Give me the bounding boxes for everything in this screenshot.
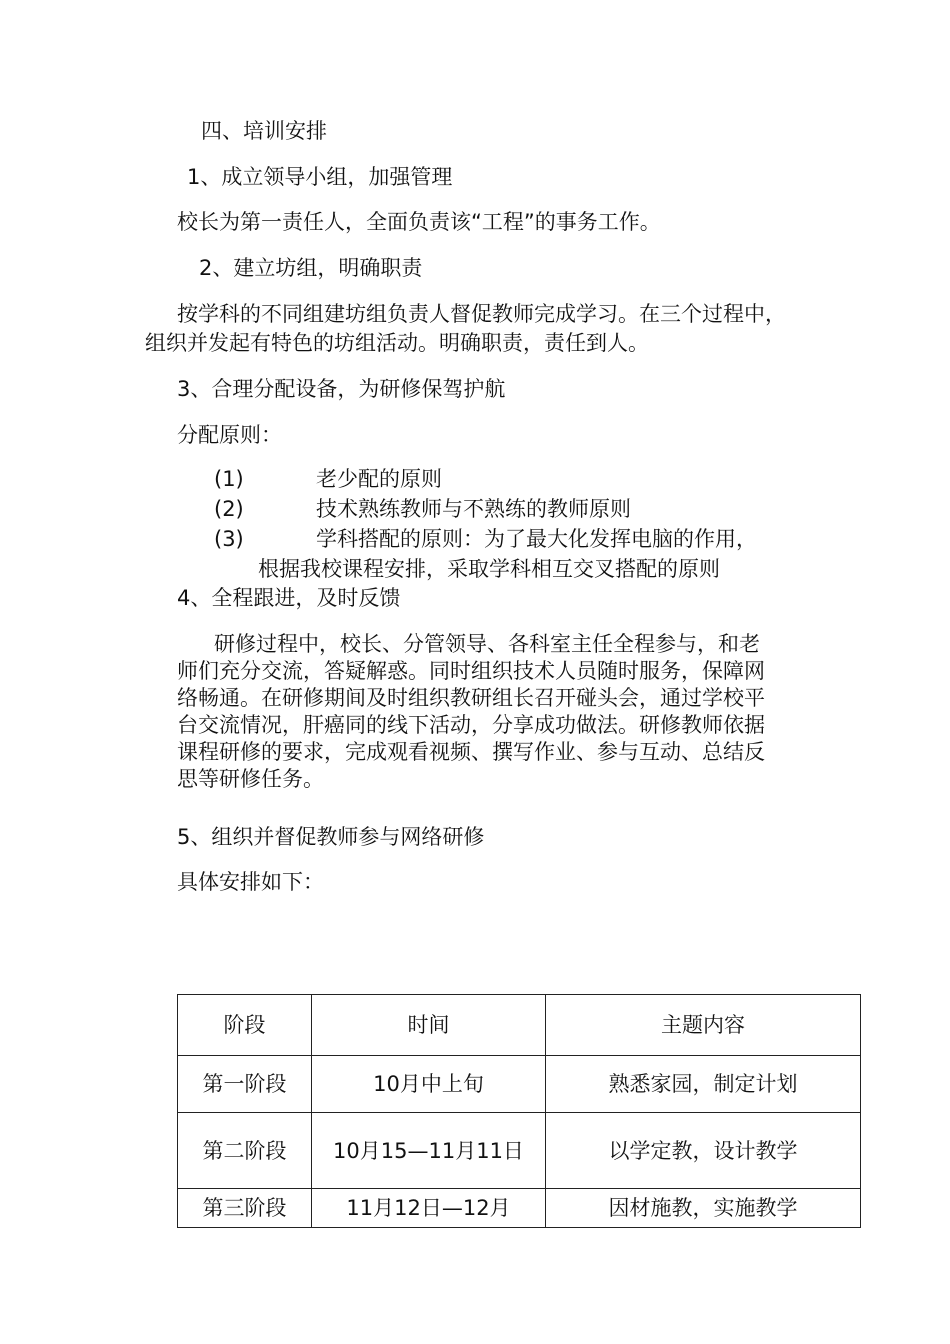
list-item-text: 技术熟练教师与不熟练的教师原则 xyxy=(316,497,631,521)
table-cell: 第三阶段 xyxy=(178,1189,312,1228)
table-cell: 因材施教，实施教学 xyxy=(546,1189,861,1228)
section2-body-line1: 按学科的不同组建坊组负责人督促教师完成学习。在三个过程中， xyxy=(177,302,786,326)
section-heading: 四、培训安排 xyxy=(201,119,327,143)
list-item-number: (1) xyxy=(214,467,244,491)
section5-title: 5、组织并督促教师参与网络研修 xyxy=(177,825,485,849)
principle-label: 分配原则： xyxy=(177,423,282,447)
section3-title: 3、合理分配设备，为研修保驾护航 xyxy=(177,377,506,401)
schedule-intro: 具体安排如下： xyxy=(177,870,324,894)
list-item-number: (2) xyxy=(214,497,244,521)
table-cell: 第二阶段 xyxy=(178,1113,312,1189)
table-cell: 以学定教，设计教学 xyxy=(546,1113,861,1189)
schedule-table xyxy=(177,994,861,1228)
header-cell-time: 时间 xyxy=(312,995,546,1056)
paragraph-line: 络畅通。在研修期间及时组织教研组长召开碰头会，通过学校平 xyxy=(177,686,765,710)
section1-title: 1、成立领导小组，加强管理 xyxy=(187,165,453,189)
table-header-row xyxy=(178,995,861,1056)
list-item-text: 学科搭配的原则：为了最大化发挥电脑的作用， xyxy=(316,527,757,551)
section4-title: 4、全程跟进，及时反馈 xyxy=(177,586,401,610)
header-cell-topic: 主题内容 xyxy=(546,995,861,1056)
table-row xyxy=(178,1113,861,1189)
list-item-continuation: 根据我校课程安排，采取学科相互交叉搭配的原则 xyxy=(258,557,720,581)
paragraph-line: 台交流情况，肝癌同的线下活动，分享成功做法。研修教师依据 xyxy=(177,713,765,737)
section2-title: 2、建立坊组，明确职责 xyxy=(199,256,423,280)
table-cell: 熟悉家园，制定计划 xyxy=(546,1056,861,1113)
header-cell-stage: 阶段 xyxy=(178,995,312,1056)
table-cell: 10月15—11月11日 xyxy=(312,1113,546,1189)
list-item-number: (3) xyxy=(214,527,244,551)
list-item-text: 老少配的原则 xyxy=(316,467,442,491)
table-cell: 10月中上旬 xyxy=(312,1056,546,1113)
paragraph-line: 研修过程中，校长、分管领导、各科室主任全程参与，和老 xyxy=(214,632,760,656)
table-row xyxy=(178,1056,861,1113)
paragraph-line: 课程研修的要求，完成观看视频、撰写作业、参与互动、总结反 xyxy=(177,740,765,764)
table-cell: 11月12日—12月 xyxy=(312,1189,546,1228)
table-row xyxy=(178,1189,861,1228)
table-cell: 第一阶段 xyxy=(178,1056,312,1113)
paragraph-line: 思等研修任务。 xyxy=(177,767,324,791)
section2-body-line2: 组织并发起有特色的坊组活动。明确职责，责任到人。 xyxy=(145,331,649,355)
paragraph-line: 师们充分交流，答疑解惑。同时组织技术人员随时服务，保障网 xyxy=(177,659,765,683)
section1-body: 校长为第一责任人，全面负责该“工程”的事务工作。 xyxy=(177,210,661,234)
